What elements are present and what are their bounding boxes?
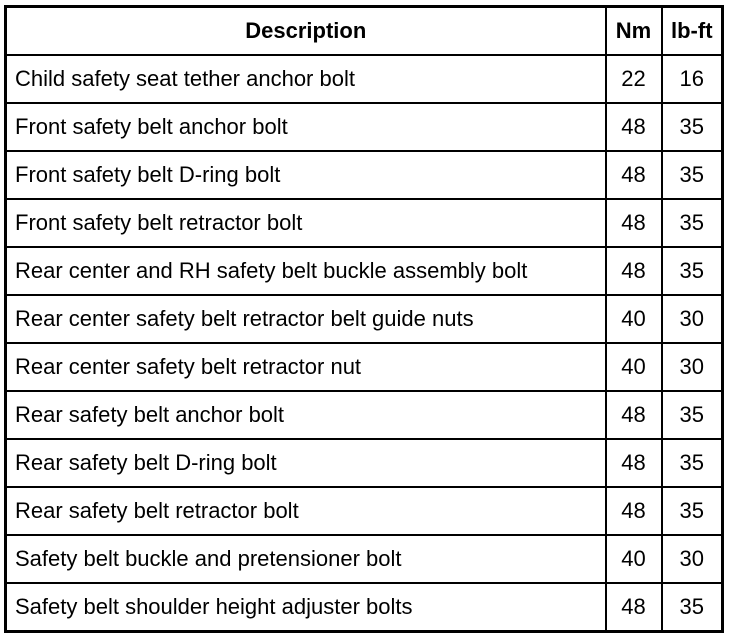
cell-nm: 22	[606, 55, 662, 103]
cell-nm: 48	[606, 103, 662, 151]
table-row	[6, 295, 723, 343]
table-row	[6, 583, 723, 632]
cell-lbft: 35	[662, 583, 723, 632]
cell-nm: 48	[606, 487, 662, 535]
cell-description: Front safety belt D-ring bolt	[6, 151, 606, 199]
cell-nm: 40	[606, 295, 662, 343]
cell-lbft: 16	[662, 55, 723, 103]
table-row	[6, 391, 723, 439]
cell-nm: 40	[606, 535, 662, 583]
cell-description: Rear safety belt D-ring bolt	[6, 439, 606, 487]
cell-nm: 48	[606, 439, 662, 487]
table-row	[6, 535, 723, 583]
cell-description: Safety belt shoulder height adjuster bolts	[6, 583, 606, 632]
table-body	[6, 55, 723, 632]
table-row	[6, 55, 723, 103]
cell-lbft: 35	[662, 247, 723, 295]
cell-lbft: 35	[662, 391, 723, 439]
cell-lbft: 35	[662, 199, 723, 247]
cell-nm: 48	[606, 247, 662, 295]
header-row	[6, 7, 723, 56]
cell-description: Rear center safety belt retractor belt guide nuts	[6, 295, 606, 343]
table-row	[6, 343, 723, 391]
table-row	[6, 151, 723, 199]
cell-description: Rear center and RH safety belt buckle assembly bolt	[6, 247, 606, 295]
cell-nm: 48	[606, 391, 662, 439]
cell-lbft: 35	[662, 103, 723, 151]
cell-nm: 48	[606, 583, 662, 632]
header-lbft: lb-ft	[662, 7, 723, 56]
table-row	[6, 199, 723, 247]
table-row	[6, 103, 723, 151]
cell-description: Rear safety belt retractor bolt	[6, 487, 606, 535]
cell-description: Rear safety belt anchor bolt	[6, 391, 606, 439]
cell-nm: 48	[606, 199, 662, 247]
cell-lbft: 30	[662, 295, 723, 343]
cell-lbft: 30	[662, 535, 723, 583]
cell-nm: 40	[606, 343, 662, 391]
torque-spec-table	[4, 5, 724, 633]
cell-description: Child safety seat tether anchor bolt	[6, 55, 606, 103]
cell-description: Front safety belt anchor bolt	[6, 103, 606, 151]
cell-description: Front safety belt retractor bolt	[6, 199, 606, 247]
table-header	[6, 7, 723, 56]
header-description: Description	[6, 7, 606, 56]
cell-lbft: 35	[662, 439, 723, 487]
table-row	[6, 247, 723, 295]
cell-nm: 48	[606, 151, 662, 199]
cell-lbft: 30	[662, 343, 723, 391]
cell-lbft: 35	[662, 487, 723, 535]
header-nm: Nm	[606, 7, 662, 56]
cell-description: Rear center safety belt retractor nut	[6, 343, 606, 391]
table-row	[6, 487, 723, 535]
torque-spec-table-container	[4, 5, 724, 633]
cell-description: Safety belt buckle and pretensioner bolt	[6, 535, 606, 583]
table-row	[6, 439, 723, 487]
cell-lbft: 35	[662, 151, 723, 199]
